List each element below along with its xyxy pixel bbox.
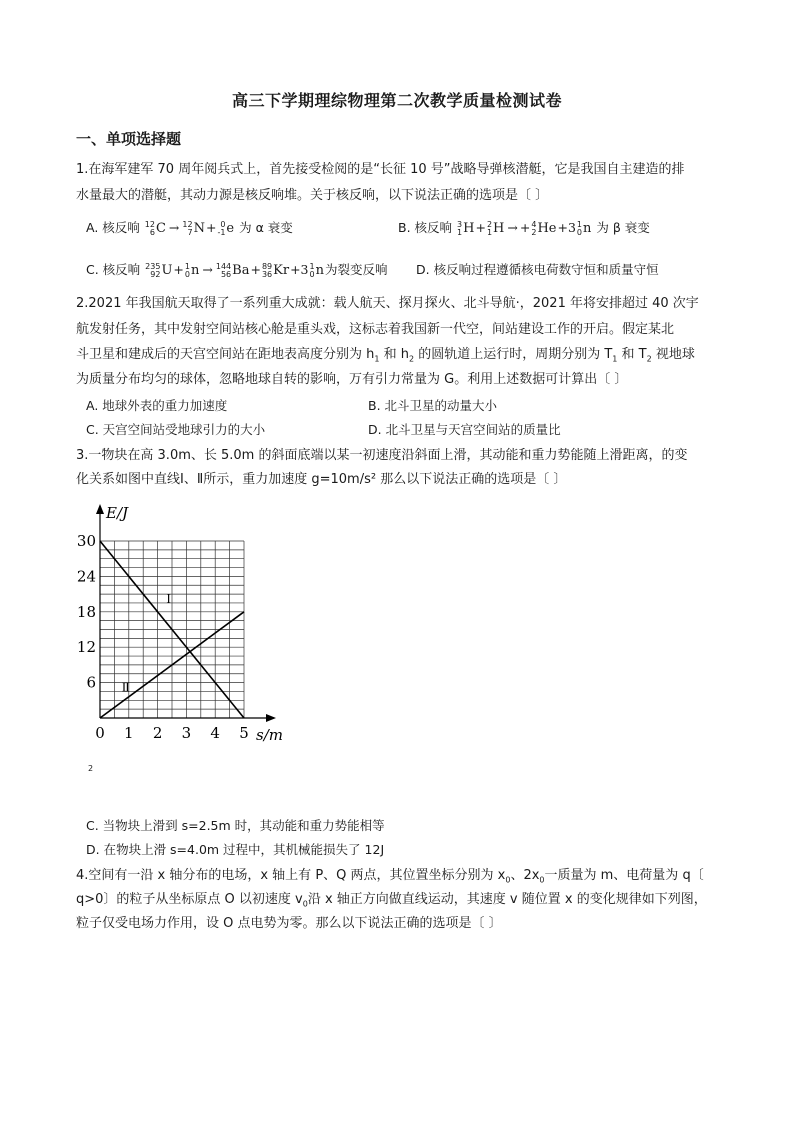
q4-line2 <box>76 890 707 915</box>
y-axis-label: E/J <box>106 504 129 522</box>
q1-option-c: C. 核反响 235 92 U + 1 0 n → 144 56 Ba + 89 36 Kr +3 1 0 n 为裂变反响 <box>86 261 388 279</box>
x-axis-label: s/m <box>256 726 283 744</box>
q2-option-b: B. 北斗卫星的动量大小 <box>368 398 498 413</box>
sub-index: 1 <box>374 354 380 364</box>
q2-line4: 为质量分布均匀的球体，忽略地球自转的影响，万有引力常量为 G。利用上述数据可计算出〔 〕 <box>76 372 628 387</box>
y-tick-label: 24 <box>76 567 96 586</box>
q2-line3-b: 和 h <box>379 347 409 362</box>
y-tick-label: 12 <box>76 638 96 657</box>
q2-line3 <box>76 345 695 370</box>
nuclide-h3: 3 1 H <box>457 219 475 237</box>
x-tick-label: 4 <box>210 724 220 742</box>
sub-index: 0 <box>505 875 511 885</box>
sub-index: 0 <box>539 875 545 885</box>
sub-index: 2 <box>408 354 415 364</box>
q2-line1: 2.2021 年我国航天取得了一系列重大成就：载人航天、探月探火、北斗导航·，2021 年将安排超过 40 次宇 <box>76 296 699 311</box>
energy-distance-chart <box>70 500 300 762</box>
q4-line1-c: 一质量为 m、电荷量为 q〔 <box>544 868 704 883</box>
nuclide-he4: 4 2 He <box>531 219 557 237</box>
q2-line3-a: 斗卫星和建成后的天宫空间站在距地表高度分别为 h <box>76 347 375 362</box>
q1-option-c-prefix: C. 核反响 <box>86 262 141 277</box>
q1-option-b: B. 核反响 3 1 H + 2 1 H → + 4 2 He +3 1 0 n 为 β 衰变 <box>398 219 650 237</box>
series-label-2: Ⅱ <box>121 680 130 695</box>
nuclide-neutron: 1 0 n <box>576 219 592 237</box>
sub-index: 1 <box>612 354 618 364</box>
nuclide-n12: 12 7 N <box>182 219 205 237</box>
stray-mark: 2 <box>88 764 94 773</box>
q4-line2-a: q>0〕的粒子从坐标原点 O 以初速度 v <box>76 892 303 907</box>
nuclide-neutron-out: 1 0 n <box>309 261 324 279</box>
y-tick-label: 18 <box>76 602 96 621</box>
q1-option-a-suffix: 为 α 衰变 <box>239 220 293 235</box>
nuclide-neutron-in: 1 0 n <box>184 261 200 279</box>
sub-index: 2 <box>646 354 652 364</box>
q2-line3-d: 和 T <box>617 347 647 362</box>
q3-line2: 化关系如图中直线Ⅰ、Ⅱ所示，重力加速度 g=10m/s² 那么以下说法正确的选项是〔 〕 <box>76 472 567 487</box>
q2-option-d: D. 北斗卫星与天宫空间站的质量比 <box>368 422 561 437</box>
q4-line1-a: 4.空间有一沿 x 轴分布的电场，x 轴上有 P、Q 两点，其位置坐标分别为 x <box>76 868 506 883</box>
nuclide-c12: 12 6 C <box>144 219 166 237</box>
q1-line2: 水量最大的潜艇，其动力源是核反响堆。关于核反响，以下说法正确的选项是〔 〕 <box>76 188 549 203</box>
x-axis-arrow <box>266 714 276 722</box>
y-tick-label: 6 <box>86 673 96 692</box>
nuclide-u235: 235 92 U <box>145 261 173 279</box>
q1-line1: 1.在海军建军 70 周年阅兵式上，首先接受检阅的是“长征 10 号”战略导弹核潜艇，它是我国自主建造的排 <box>76 162 685 177</box>
q1-option-a: A. 核反响 12 6 C → 12 7 N + 0 -1 e 为 α 衰变 <box>86 219 293 237</box>
q1-option-a-prefix: A. 核反响 <box>86 220 140 235</box>
y-axis-arrow <box>96 504 104 514</box>
q2-line3-c: 的圆轨道上运行时，周期分别为 T <box>414 347 613 362</box>
nuclide-ba144: 144 56 Ba <box>215 261 250 279</box>
q3-option-d: D. 在物块上滑 s=4.0m 过程中，其机械能损失了 12J <box>86 842 385 857</box>
nuclide-kr89: 89 36 Kr <box>261 261 290 279</box>
x-tick-label: 1 <box>124 724 134 742</box>
x-tick-label: 0 <box>95 724 105 742</box>
q2-option-a: A. 地球外表的重力加速度 <box>86 398 228 413</box>
q4-line2-b: 沿 x 轴正方向做直线运动，其速度 v 随位置 x 的变化规律如下列图， <box>307 892 707 907</box>
nuclide-electron: 0 -1 e <box>217 219 235 237</box>
series-label-1: Ⅰ <box>166 591 171 606</box>
q1-option-c-suffix: 为裂变反响 <box>324 262 388 277</box>
y-tick-label: 30 <box>76 532 96 550</box>
q2-line3-e: 视地球 <box>651 347 695 362</box>
sub-index: 0 <box>302 899 308 909</box>
q3-option-c: C. 当物块上滑到 s=2.5m 时，其动能和重力势能相等 <box>86 818 385 833</box>
x-tick-label: 2 <box>152 724 163 742</box>
q4-line3: 粒子仅受电场力作用，设 O 点电势为零。那么以下说法正确的选项是〔 〕 <box>76 916 502 931</box>
q1-option-d: D. 核反响过程遵循核电荷数守恒和质量守恒 <box>416 262 659 277</box>
nuclide-h2: 2 1 H <box>486 219 505 237</box>
page-title: 高三下学期理综物理第二次教学质量检测试卷 <box>231 91 562 110</box>
q3-line1: 3.一物块在高 3.0m、长 5.0m 的斜面底端以某一初速度沿斜面上滑，其动能和重力势能随上滑距离，的变 <box>76 448 688 463</box>
q4-line1 <box>76 866 704 891</box>
x-tick-label: 5 <box>239 724 249 742</box>
x-tick-label: 3 <box>181 724 192 742</box>
section-heading: 一、单项选择题 <box>76 130 182 148</box>
q1-option-b-suffix: 为 β 衰变 <box>596 220 650 235</box>
q1-option-b-prefix: B. 核反响 <box>398 220 453 235</box>
q2-line2: 航发射任务，其中发射空间站核心舱是重头戏，这标志着我国新一代空，间站建设工作的开启。假定某北 <box>76 322 675 337</box>
q2-option-c: C. 天宫空间站受地球引力的大小 <box>86 422 266 437</box>
q4-line1-b: 、2x <box>510 868 540 883</box>
